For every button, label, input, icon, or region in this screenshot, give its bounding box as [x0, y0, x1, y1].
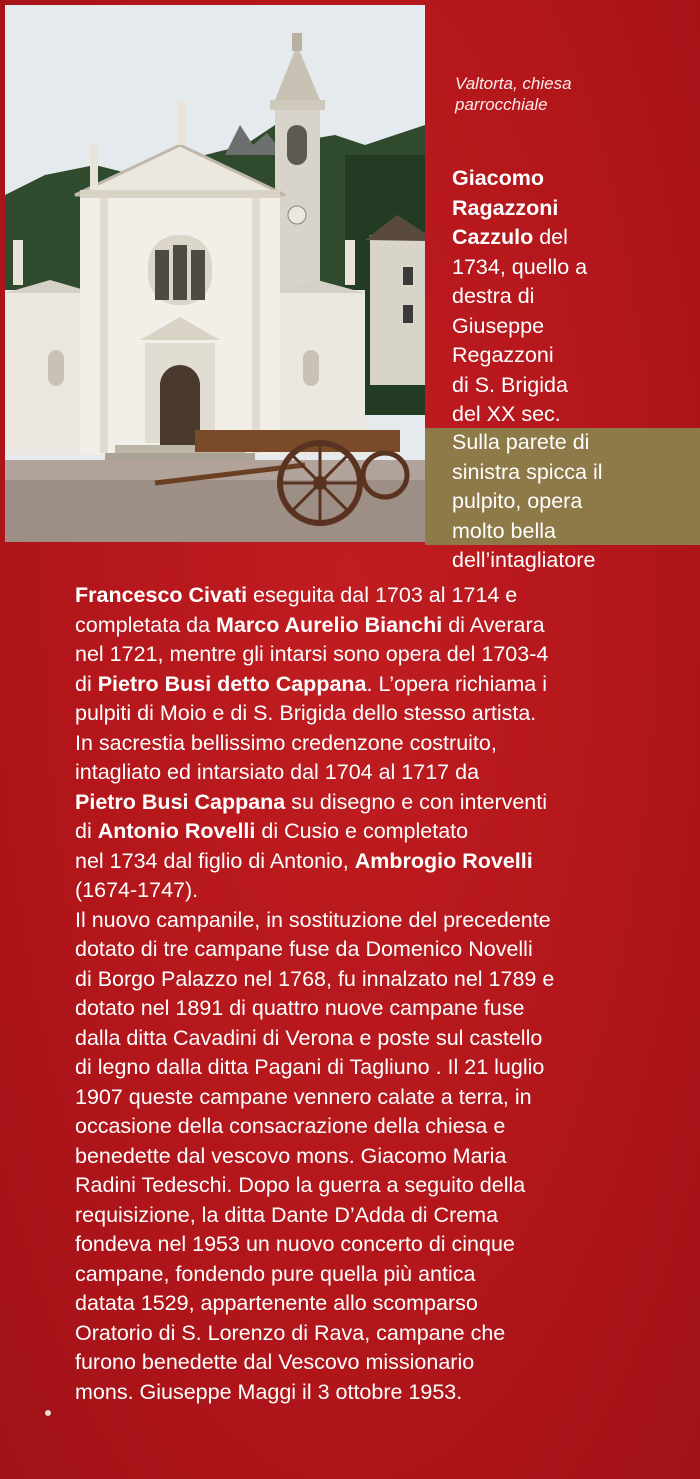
text-line [452, 194, 692, 224]
text-segment: (1674-1747). [75, 878, 199, 902]
text-segment: sinistra spicca il [452, 459, 603, 484]
text-segment: dotato di tre campane fuse da Domenico Novelli [75, 937, 533, 961]
text-line [75, 729, 675, 759]
text-line [452, 428, 692, 458]
text-segment: nel 1721, mentre gli intarsi sono opera del 1703-4 [75, 642, 549, 666]
text-segment: pulpito, opera [452, 489, 583, 513]
text-line [75, 611, 675, 641]
text-line [452, 458, 692, 488]
text-line [75, 906, 675, 936]
text-segment: di Averara [442, 612, 545, 637]
text-segment: nel 1734 dal figlio di Antonio, [75, 848, 355, 873]
text-line [75, 1201, 675, 1231]
text-segment: Sulla parete di [452, 430, 590, 454]
text-line [452, 253, 692, 283]
text-line [75, 1230, 675, 1260]
text-line [75, 994, 675, 1024]
text-line [75, 758, 675, 788]
text-line [452, 546, 692, 576]
text-segment: di [75, 671, 98, 696]
text-segment: datata 1529, appartenente allo scomparso [75, 1291, 478, 1315]
photo-caption [455, 73, 685, 115]
scan-speck [45, 1410, 51, 1416]
bold-name: Antonio Rovelli [97, 819, 256, 843]
text-line [75, 1142, 675, 1172]
text-segment: Giuseppe [452, 313, 545, 338]
text-segment: Regazzoni [452, 343, 554, 367]
text-segment: destra di [452, 284, 535, 308]
text-line [452, 400, 692, 430]
text-segment: di S. Brigida [452, 372, 568, 397]
church-photo [5, 5, 425, 542]
text-line [75, 1083, 675, 1113]
bold-name: Marco Aurelio Bianchi [216, 612, 443, 637]
text-line [75, 1053, 675, 1083]
text-segment: fondeva nel 1953 un nuovo concerto di cinque [75, 1232, 515, 1256]
bold-name: Pietro Busi detto Cappana [97, 671, 367, 696]
text-segment: dotato nel 1891 di quattro nuove campane fuse [75, 996, 525, 1020]
text-line [75, 699, 675, 729]
text-segment: . L’opera richiama i [366, 671, 547, 696]
bold-name: Ambrogio Rovelli [354, 848, 533, 873]
text-segment: Radini Tedeschi. Dopo la guerra a seguito della [75, 1173, 526, 1197]
text-segment: su disegno e con interventi [285, 789, 548, 814]
text-segment: pulpiti di Moio e di S. Brigida dello stesso artista. [75, 701, 537, 725]
bold-name: Ragazzoni [452, 195, 559, 220]
text-segment: intagliato ed intarsiato dal 1704 al 1717 da [75, 760, 480, 784]
text-segment: di Borgo Palazzo nel 1768, fu innalzato nel 1789 e [75, 966, 555, 991]
text-line [452, 164, 692, 194]
text-line [75, 640, 675, 670]
caption-line: Valtorta, chiesa [455, 74, 572, 93]
text-segment: eseguita dal 1703 al 1714 e [247, 583, 518, 607]
text-line [452, 312, 692, 342]
text-line [75, 876, 675, 906]
bold-name: Giacomo [452, 166, 544, 190]
text-segment: furono benedette dal Vescovo missionario [75, 1350, 475, 1374]
text-line [452, 282, 692, 312]
bold-name: Pietro Busi Cappana [75, 789, 286, 814]
text-line [75, 581, 675, 611]
text-line [452, 487, 692, 517]
text-segment: di legno dalla ditta Pagani di Tagliuno . Il 21 luglio [75, 1055, 545, 1079]
text-segment: molto bella [452, 518, 556, 543]
text-line [75, 1024, 675, 1054]
main-body-text [75, 581, 675, 1407]
text-segment: mons. Giuseppe Maggi il 3 ottobre 1953. [75, 1379, 463, 1404]
text-segment: dell’intagliatore [452, 548, 596, 572]
text-line [75, 1112, 675, 1142]
text-line [75, 1260, 675, 1290]
text-line [75, 965, 675, 995]
text-line [452, 223, 692, 253]
text-segment: occasione della consacrazione della chiesa e [75, 1114, 506, 1138]
text-line [75, 1348, 675, 1378]
text-line [75, 847, 675, 877]
text-line [75, 1319, 675, 1349]
text-line [452, 341, 692, 371]
text-line [75, 817, 675, 847]
text-segment: campane, fondendo pure quella più antica [75, 1261, 476, 1286]
text-line [75, 670, 675, 700]
text-segment: 1907 queste campane vennero calate a terra, in [75, 1084, 532, 1109]
text-segment: In sacrestia bellissimo credenzone costruito, [75, 730, 497, 755]
text-segment: requisizione, la ditta Dante D’Adda di Crema [75, 1202, 499, 1227]
bold-name: Cazzulo [452, 225, 534, 249]
text-line [452, 371, 692, 401]
text-line [75, 1378, 675, 1408]
text-segment: Il nuovo campanile, in sostituzione del precedente [75, 907, 551, 932]
text-segment: dalla ditta Cavadini di Verona e poste sul castello [75, 1025, 543, 1050]
text-line [75, 1171, 675, 1201]
text-segment: di Cusio e completato [255, 819, 469, 843]
bold-name: Francesco Civati [75, 583, 248, 607]
band-column-text [452, 428, 692, 576]
side-column-text [452, 164, 692, 430]
text-segment: Oratorio di S. Lorenzo di Rava, campane che [75, 1320, 506, 1345]
caption-line: parrocchiale [455, 95, 548, 114]
text-line [75, 1289, 675, 1319]
text-line [452, 517, 692, 547]
text-segment: del [533, 225, 568, 249]
text-segment: completata da [75, 612, 217, 637]
text-line [75, 788, 675, 818]
text-segment: benedette dal vescovo mons. Giacomo Maria [75, 1143, 507, 1168]
text-segment: del XX sec. [452, 402, 561, 426]
text-segment: 1734, quello a [452, 254, 588, 279]
text-segment: di [75, 819, 98, 843]
text-line [75, 935, 675, 965]
